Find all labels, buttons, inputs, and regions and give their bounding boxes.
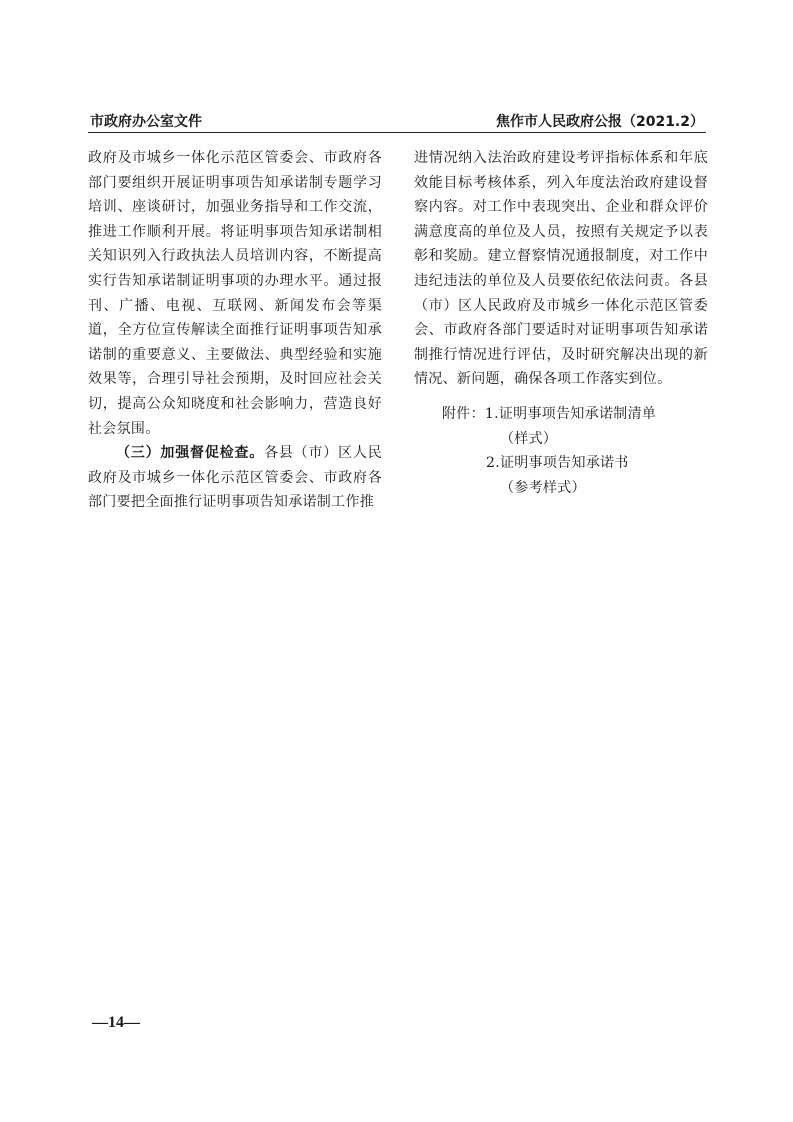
- right-column: [414, 146, 708, 500]
- page-number: —14—: [92, 1014, 140, 1031]
- attachments-list: [414, 402, 708, 500]
- left-paragraph-2: [88, 441, 382, 515]
- attachments-label: 附件：: [442, 405, 485, 422]
- attachment-item-2-continuation: （参考样式）: [500, 479, 586, 496]
- attachment-item-1-continuation: （样式）: [500, 430, 558, 447]
- page-header: [88, 108, 706, 133]
- left-column: [88, 146, 382, 515]
- left-paragraph-1: 政府及市城乡一体化示范区管委会、市政府各部门要组织开展证明事项告知承诺制专题学习培训、座谈研讨，加强业务指导和工作交流，推进工作顺利开展。将证明事项告知承诺制相关知识列入行政执法人员培训内容，不断提高实行告知承诺制证明事项的办理水平。通过报刊、广播、电视、互联网、新闻发布会等渠道，全方位宣传解读全面推行证明事项告知承诺制的重要意义、主要做法、典型经验和实施效果等，合理引导社会预期，及时回应社会关切，提高公众知晓度和社会影响力，营造良好社会氛围。: [88, 150, 382, 437]
- attachment-item-1: [414, 402, 708, 427]
- right-paragraph-1: 进情况纳入法治政府建设考评指标体系和年底效能目标考核体系，列入年度法治政府建设督察内容。对工作中表现突出、企业和群众评价满意度高的单位及人员，按照有关规定予以表彰和奖励。建立督察情况通报制度，对工作中违纪违法的单位及人员要依纪依法问责。各县（市）区人民政府及市城乡一体化示范区管委会、市政府各部门要适时对证明事项告知承诺制推行情况进行评估，及时研究解决出现的新情况、新问题，确保各项工作落实到位。: [414, 150, 708, 388]
- header-section-title: 市政府办公室文件: [90, 114, 202, 130]
- section-heading-supervision: （三）加强督促检查。: [116, 445, 265, 462]
- header-publication-title: 焦作市人民政府公报（2021.2）: [495, 114, 704, 130]
- attachment-item-2: 2.证明事项告知承诺书: [486, 455, 629, 472]
- left-paragraph-2-body: 各县（市）区人民政府及市城乡一体化示范区管委会、市政府各部门要把全面推行证明事项告知承诺制工作推: [88, 445, 383, 511]
- attachment-item-1-text: 1.证明事项告知承诺制清单: [484, 405, 657, 422]
